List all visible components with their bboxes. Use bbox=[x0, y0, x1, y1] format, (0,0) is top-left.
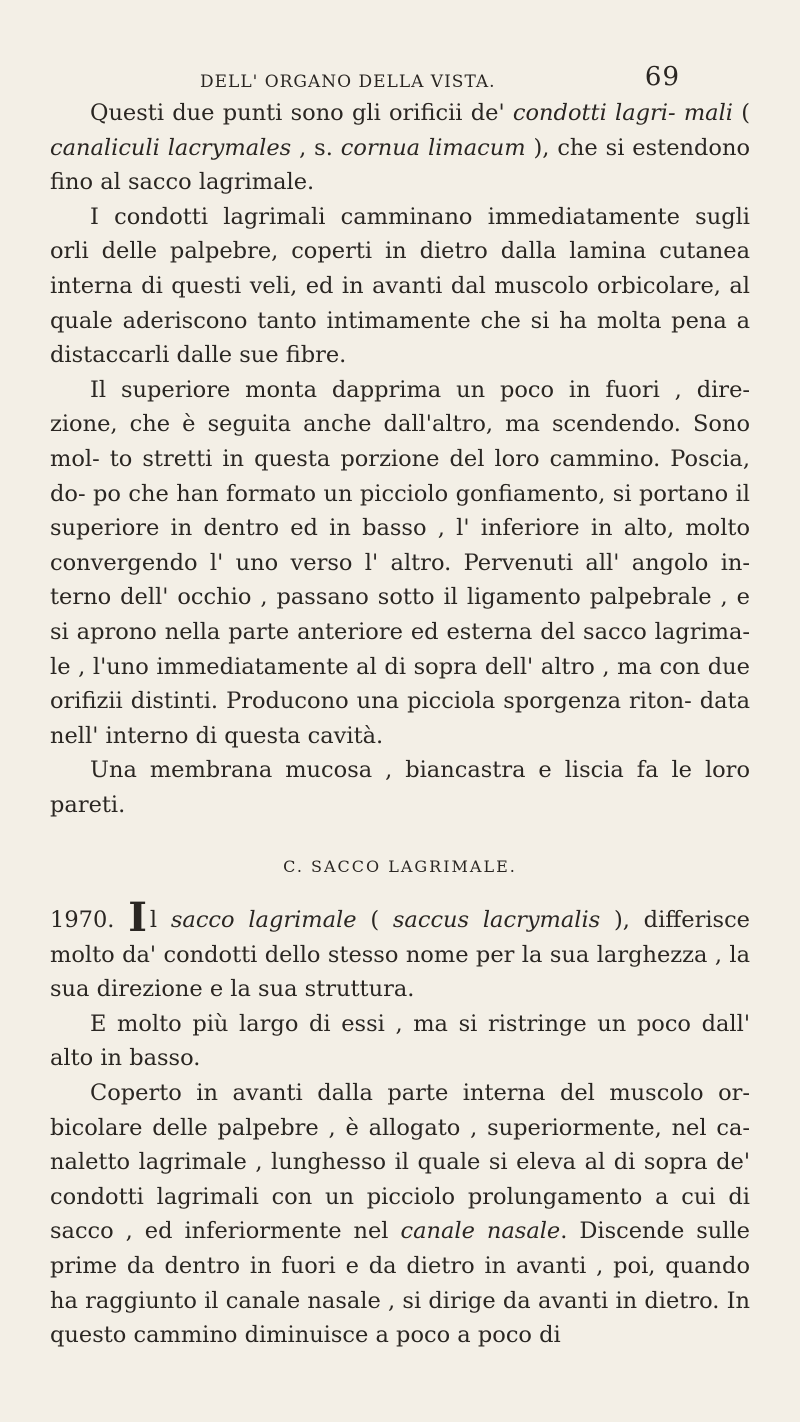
paragraph-3: Il superiore monta dapprima un poco in fuori , dire- zione, che è seguita anche dall'altro, ma scendendo. Sono mol- to stretti in questa porzione del loro cammino. Poscia, do- po che han formato un picciolo gonfiamento, si portano il superiore in dentro ed in basso , l' inferiore in alto, molto convergendo l' uno verso l' altro. Pervenuti all' angolo in- terno dell' occhio , passano sotto il ligamento palpebrale , e si aprono nella parte anteriore ed esterna del sacco lagrima- le , l'uno immediatamente al di sopra dell' altro , ma con due orifizii distinti. Producono una picciola sporgenza riton- data nell' interno di questa cavità. bbox=[50, 376, 750, 749]
paragraph-5 bbox=[50, 894, 750, 1007]
text-run: Coperto in avanti dalla parte interna del muscolo or- bicolare delle palpebre , è allogato , superiormente, nel ca- naletto lagrimale , lunghesso il quale si eleva al di sopra de' condotti lagrimali con un picciolo prolungamento a cui di sacco , ed inferiormente nel bbox=[50, 1080, 750, 1245]
text-run: l bbox=[149, 907, 171, 934]
text-run: Questi due punti sono gli orificii de' bbox=[90, 100, 513, 126]
section-heading: C. SACCO LAGRIMALE. bbox=[283, 857, 517, 877]
italic-term: cornua limacum bbox=[340, 134, 526, 161]
drop-cap: I bbox=[128, 894, 147, 942]
text-run: ), differisce molto da' condotti dello stesso nome per la sua larghezza , la sua direzione e la sua struttura. bbox=[50, 907, 750, 1003]
italic-term: canaliculi lacrymales bbox=[50, 134, 292, 161]
paragraph-number: 1970. bbox=[50, 907, 115, 934]
page-header bbox=[200, 62, 680, 98]
page-number: 69 bbox=[644, 62, 680, 92]
paragraph-1 bbox=[50, 96, 750, 200]
paragraph-6: E molto più largo di essi , ma si ristringe un poco dall' alto in basso. bbox=[50, 1010, 750, 1072]
text-run: ( bbox=[356, 907, 393, 934]
running-title: DELL' ORGANO DELLA VISTA. bbox=[200, 72, 496, 92]
italic-term: sacco lagrimale bbox=[170, 907, 357, 934]
page-body bbox=[50, 96, 750, 1353]
text-run: , s. bbox=[291, 134, 341, 161]
italic-term: condotti lagri- mali bbox=[512, 100, 733, 126]
text-run: . Discende sulle prime da dentro in fuori e da dietro in avanti , poi, quando ha raggiunto il canale nasale , si dirige da avanti in dietro. In questo cammino diminuisce a poco a poco di bbox=[50, 1218, 750, 1349]
text-run: ), che si estendono fino al sacco lagrimale. bbox=[50, 134, 750, 196]
italic-term: saccus lacrymalis bbox=[392, 907, 601, 934]
paragraph-2: I condotti lagrimali camminano immediatamente sugli orli delle palpebre, coperti in dietro dalla lamina cutanea interna di questi veli, ed in avanti dal muscolo orbicolare, al quale aderiscono tanto intimamente che si ha molta pena a distaccarli dalle sue fibre. bbox=[50, 203, 750, 369]
paragraph-7 bbox=[50, 1076, 750, 1353]
italic-term: canale nasale bbox=[400, 1218, 561, 1245]
paragraph-4: Una membrana mucosa , biancastra e liscia fa le loro pareti. bbox=[50, 757, 750, 818]
text-run: ( bbox=[732, 100, 750, 126]
